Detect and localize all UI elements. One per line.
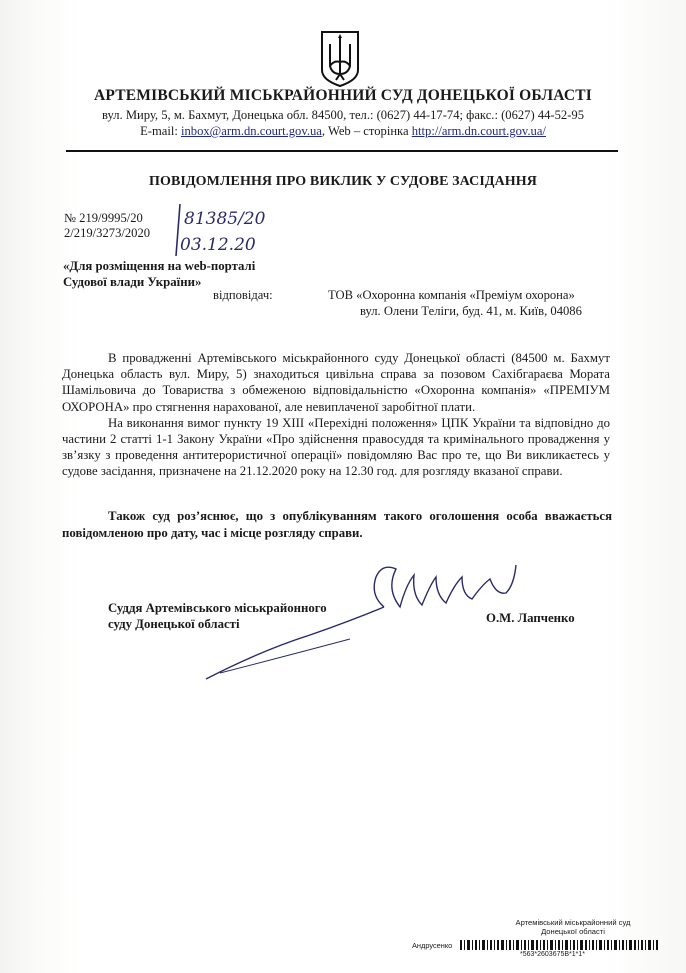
notice-body bbox=[62, 350, 610, 480]
court-contacts bbox=[55, 124, 631, 139]
recipient-address: вул. Олени Теліги, буд. 41, м. Київ, 04086 bbox=[360, 304, 582, 318]
footer-court-stamp bbox=[488, 918, 658, 936]
barcode bbox=[460, 940, 658, 950]
judge-name: О.М. Лапченко bbox=[486, 611, 575, 625]
web-label: , Web – сторінка bbox=[321, 124, 412, 138]
handwritten-registration bbox=[172, 200, 292, 260]
recipient-role: відповідач: bbox=[213, 288, 273, 302]
placement-line-1: «Для розміщення на web-порталі bbox=[63, 259, 256, 273]
publication-notice: Також суд роз’яснює, що з опублікуванням такого оголошення особа вважається повідомленою про дату, час і місце розгляду справи. bbox=[62, 509, 612, 540]
court-address: вул. Миру, 5, м. Бахмут, Донецька обл. 84500, тел.: (0627) 44-17-74; факс.: (0627) 44-52-95 bbox=[101, 108, 584, 122]
footer-court-line-1: Артемівський міськрайонний суд bbox=[515, 918, 631, 927]
handwritten-number: 81385/20 bbox=[184, 209, 266, 229]
footer-court-line-2: Донецької області bbox=[541, 927, 605, 936]
body-paragraph-1: В провадженні Артемівського міськрайонного суду Донецької області (84500 м. Бахмут Донецька область вул. Миру, 5) знаходиться цивільна справа за позовом Сахібгараєва Мората Шамільовича до Товариства з обмеженою відповідальністю «Охоронна компанія» «ПРЕМІУМ ОХОРОНА» про стягнення нарахованої, але невиплаченої заробітної плати. bbox=[62, 351, 610, 414]
judge-title-line-1: Суддя Артемівського міськрайонного bbox=[108, 601, 327, 615]
handwritten-date: 03.12.20 bbox=[180, 235, 256, 255]
court-name: АРТЕМІВСЬКИЙ МІСЬКРАЙОННИЙ СУД ДОНЕЦЬКОЇ ОБЛАСТІ bbox=[93, 87, 593, 104]
barcode-number: *563*2603675В*1*1* bbox=[520, 951, 586, 958]
judge-title-line-2: суду Донецької області bbox=[108, 617, 240, 631]
operator-name: Андрусенко bbox=[412, 941, 453, 950]
judge-title bbox=[108, 600, 327, 632]
header-divider bbox=[66, 150, 618, 152]
case-number: № 219/9995/20 bbox=[64, 211, 143, 225]
placement-note bbox=[63, 258, 255, 290]
recipient-name: ТОВ «Охоронна компанія «Преміум охорона» bbox=[328, 288, 575, 302]
trident-icon bbox=[318, 30, 362, 88]
email-link[interactable]: inbox@arm.dn.court.gov.ua bbox=[180, 124, 322, 138]
email-label: E-mail: bbox=[140, 124, 181, 138]
proceeding-number: 2/219/3273/2020 bbox=[64, 226, 151, 240]
document-title: ПОВІДОМЛЕННЯ ПРО ВИКЛИК У СУДОВЕ ЗАСІДАННЯ bbox=[148, 174, 537, 189]
placement-line-2: Судової влади України» bbox=[63, 275, 202, 289]
body-paragraph-2: На виконання вимог пункту 19 ХІІІ «Перехідні положення» ЦПК України та відповідно до частини 2 статті 1-1 Закону України «Про здійснення правосуддя та кримінального провадження у зв’язку з проведення антитерористичної операції» повідомляю Вас про те, що Ви викликаєтесь у судове засідання, призначене на 21.12.2020 року на 12.30 год. для розгляду вказаної справи. bbox=[62, 415, 610, 479]
web-link[interactable]: http://arm.dn.court.gov.ua/ bbox=[411, 124, 546, 138]
